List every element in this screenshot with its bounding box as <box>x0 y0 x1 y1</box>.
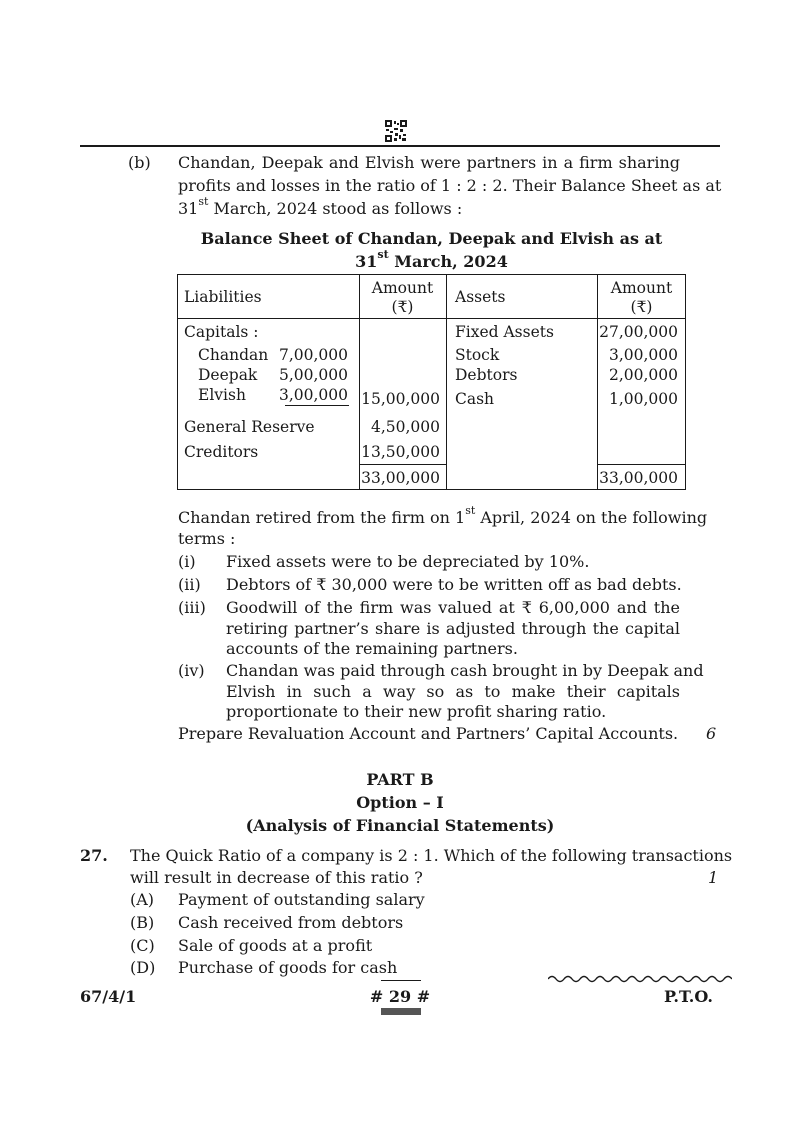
retirement-intro-line2: terms : <box>178 529 236 548</box>
asset-label: Stock <box>455 346 500 364</box>
general-reserve-label: General Reserve <box>184 418 315 436</box>
footer-short-rule <box>381 980 421 981</box>
capitals-label: Capitals : <box>184 323 259 341</box>
capital-subtotal-rule <box>285 405 349 406</box>
asset-amount: 3,00,000 <box>608 346 678 364</box>
header-liabilities: Liabilities <box>184 288 262 306</box>
option-label: (B) <box>130 913 155 932</box>
retirement-intro: Chandan retired from the firm on 1st April, 2024 on the following <box>178 504 708 527</box>
option-label: (D) <box>130 958 156 977</box>
question-number: 27. <box>80 846 108 865</box>
header-rupee: (₹) <box>391 298 414 316</box>
paper-code: 67/4/1 <box>80 987 137 1006</box>
term-text: Chandan was paid through cash brought in by Deepak and <box>226 661 704 680</box>
total-assets: 33,00,000 <box>599 469 678 487</box>
term-number: (i) <box>178 552 196 571</box>
capital-amount: 3,00,000 <box>278 386 348 404</box>
section-subtitle: (Analysis of Financial Statements) <box>245 816 555 835</box>
term-text: accounts of the remaining partners. <box>226 639 518 658</box>
creditors-label: Creditors <box>184 443 259 461</box>
option-text: Payment of outstanding salary <box>178 890 425 909</box>
footer-bar <box>381 1008 421 1015</box>
capital-name: Deepak <box>198 366 258 384</box>
marks: 6 <box>706 724 717 743</box>
total-liabilities: 33,00,000 <box>361 469 440 487</box>
please-turn-over: P.T.O. <box>664 987 713 1006</box>
term-text: Fixed assets were to be depreciated by 10%. <box>226 552 590 571</box>
header-assets: Assets <box>455 288 506 306</box>
option-label: (A) <box>130 890 155 909</box>
option-text: Sale of goods at a profit <box>178 936 373 955</box>
part-title: PART B <box>366 770 434 789</box>
option-text: Cash received from debtors <box>178 913 404 932</box>
asset-label: Debtors <box>455 366 518 384</box>
instruction: Prepare Revaluation Account and Partners’ Capital Accounts. <box>178 724 679 743</box>
asset-amount: 1,00,000 <box>608 390 678 408</box>
asset-amount: 27,00,000 <box>599 323 678 341</box>
capitals-total: 15,00,000 <box>361 390 440 408</box>
qr-code-icon <box>385 120 407 142</box>
balance-sheet-title: Balance Sheet of Chandan, Deepak and Elvish as at <box>200 229 663 248</box>
question-text-line: profits and losses in the ratio of 1 : 2 : 2. Their Balance Sheet as at <box>178 176 722 195</box>
asset-amount: 2,00,000 <box>608 366 678 384</box>
term-text: Goodwill of the firm was valued at ₹ 6,00,000 and the <box>226 598 680 617</box>
option-text: Purchase of goods for cash <box>178 958 398 977</box>
page-number: # 29 # <box>369 987 431 1006</box>
creditors-amount: 13,50,000 <box>361 443 440 461</box>
header-rupee: (₹) <box>630 298 653 316</box>
question-text-line: Chandan, Deepak and Elvish were partners in a firm sharing <box>178 153 680 172</box>
asset-label: Fixed Assets <box>455 323 554 341</box>
term-number: (iii) <box>178 598 206 617</box>
term-text: Elvish in such a way so as to make their capitals <box>226 682 680 701</box>
column-divider <box>446 274 447 490</box>
marks: 1 <box>708 868 719 887</box>
question-label: (b) <box>128 153 151 172</box>
question-text-line: 31st March, 2024 stood as follows : <box>178 195 463 218</box>
total-rule <box>359 464 446 465</box>
header-amount: Amount <box>371 279 434 297</box>
header-row-divider <box>177 318 686 319</box>
term-text: proportionate to their new profit sharing ratio. <box>226 702 607 721</box>
option-label: (C) <box>130 936 155 955</box>
question-text-line: The Quick Ratio of a company is 2 : 1. Which of the following transactions <box>130 846 733 865</box>
general-reserve-amount: 4,50,000 <box>370 418 440 436</box>
term-text: Debtors of ₹ 30,000 were to be written off as bad debts. <box>226 575 682 594</box>
header-amount: Amount <box>610 279 673 297</box>
capital-name: Chandan <box>198 346 269 364</box>
wave-decoration-icon <box>548 974 732 984</box>
total-rule <box>597 464 686 465</box>
option-title: Option – I <box>356 793 444 812</box>
capital-name: Elvish <box>198 386 246 404</box>
capital-amount: 7,00,000 <box>278 346 348 364</box>
term-number: (ii) <box>178 575 201 594</box>
term-number: (iv) <box>178 661 205 680</box>
balance-sheet-date: 31st March, 2024 <box>355 248 508 271</box>
capital-amount: 5,00,000 <box>278 366 348 384</box>
asset-label: Cash <box>455 390 495 408</box>
question-text-line: will result in decrease of this ratio ? <box>130 868 423 887</box>
header-rule <box>80 145 720 147</box>
term-text: retiring partner’s share is adjusted through the capital <box>226 619 680 638</box>
